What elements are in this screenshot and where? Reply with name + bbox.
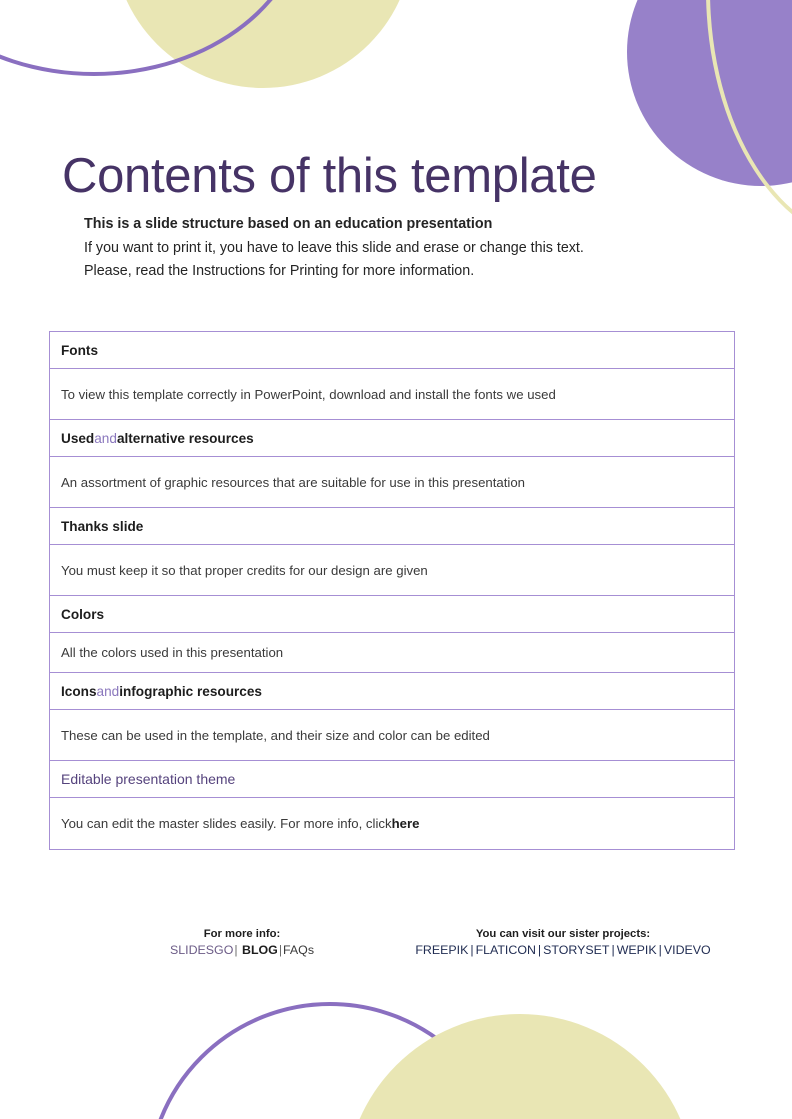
heading-text-part-2: infographic resources — [119, 683, 262, 699]
heading-text-part-2: alternative resources — [116, 430, 254, 446]
table-row-heading-fonts — [50, 332, 734, 369]
slidesgo-link[interactable]: SLIDESGO — [169, 943, 234, 957]
footer-more-info-column — [108, 928, 376, 957]
heading-text: Thanks slide — [61, 518, 144, 534]
decorative-purple-arc-top-left — [0, 0, 308, 76]
table-row-description-colors — [50, 633, 734, 673]
here-link[interactable]: here — [391, 816, 420, 831]
decorative-yellow-arc-top-right — [706, 0, 792, 245]
description-text: You must keep it so that proper credits for our design are given — [61, 562, 428, 578]
heading-text: Fonts — [61, 342, 98, 358]
footer-sister-projects-heading: You can visit our sister projects: — [475, 928, 651, 940]
heading-text-part-1: Icons — [61, 683, 97, 699]
table-row-description-resources — [50, 457, 734, 508]
contents-table — [49, 331, 735, 850]
heading-text: Colors — [61, 606, 105, 622]
separator: | — [537, 943, 542, 957]
table-row-heading-editable-theme — [50, 761, 734, 798]
description-text: All the colors used in this presentation — [61, 645, 284, 660]
flaticon-link[interactable]: FLATICON — [475, 943, 536, 957]
separator: | — [611, 943, 615, 957]
table-row-heading-thanks-slide — [50, 508, 734, 545]
heading-text: Editable presentation theme — [61, 771, 236, 787]
footer-sister-projects-links — [398, 943, 728, 957]
description-text: You can edit the master slides easily. For more info, click — [61, 816, 392, 831]
table-row-heading-colors — [50, 596, 734, 633]
footer — [0, 928, 792, 978]
separator: | — [658, 943, 662, 957]
table-row-heading-icons — [50, 673, 734, 710]
description-text: These can be used in the template, and their size and color can be edited — [61, 727, 490, 743]
heading-text-part-1: Used — [61, 430, 95, 446]
table-row-description-thanks-slide — [50, 545, 734, 596]
description-text: An assortment of graphic resources that are suitable for use in this presentation — [61, 474, 526, 490]
decorative-purple-arc-bottom — [146, 1002, 514, 1119]
freepik-link[interactable]: FREEPIK — [415, 943, 469, 957]
intro-line-2: If you want to print it, you have to leave this slide and erase or change this text. — [84, 240, 584, 256]
videvo-link[interactable]: VIDEVO — [663, 943, 711, 957]
wepik-link[interactable]: WEPIK — [616, 943, 657, 957]
storyset-link[interactable]: STORYSET — [543, 943, 610, 957]
decorative-yellow-circle-top — [113, 0, 413, 88]
faqs-link[interactable]: FAQs — [283, 943, 315, 957]
table-row-description-icons — [50, 710, 734, 761]
page-title: Contents of this template — [62, 148, 597, 203]
heading-text-accent: and — [96, 683, 120, 699]
intro-strong-line: This is a slide structure based on an education presentation — [84, 216, 493, 232]
table-row-description-editable-theme — [50, 798, 734, 849]
footer-sister-projects-column — [398, 928, 728, 957]
table-row-heading-resources — [50, 420, 734, 457]
blog-link[interactable]: BLOG — [242, 943, 278, 957]
intro-paragraph — [84, 213, 744, 283]
footer-more-info-heading: For more info: — [203, 928, 281, 940]
description-text: To view this template correctly in PowerPoint, download and install the fonts we used — [61, 386, 556, 402]
separator: | — [278, 943, 283, 957]
table-row-description-fonts — [50, 369, 734, 420]
separator: | — [234, 943, 238, 957]
intro-line-3: Please, read the Instructions for Printing for more information. — [84, 263, 475, 279]
decorative-yellow-circle-bottom — [345, 1014, 695, 1119]
footer-more-info-links — [108, 943, 376, 957]
heading-text-accent: and — [94, 430, 117, 446]
separator: | — [470, 943, 474, 957]
decorative-purple-circle-top-right — [627, 0, 792, 186]
